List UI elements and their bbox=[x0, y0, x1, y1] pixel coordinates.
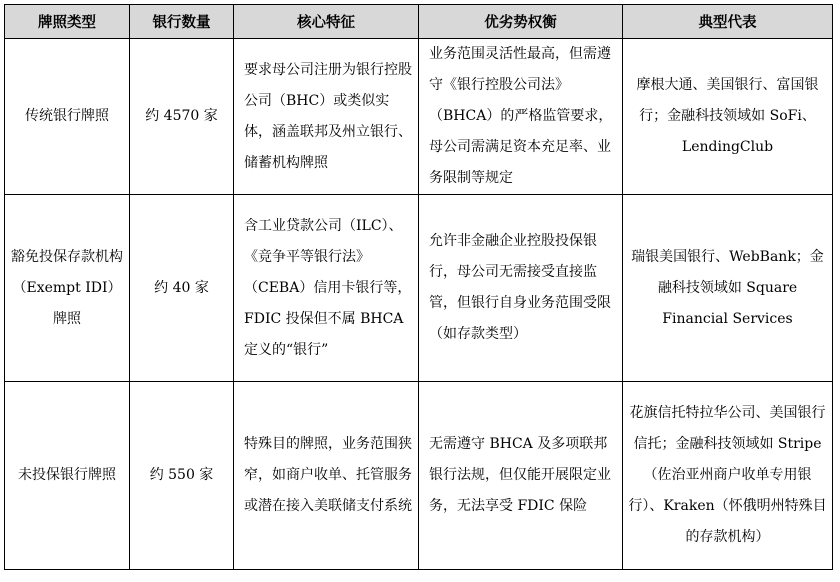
cell-examples: 摩根大通、美国银行、富国银行；金融科技领域如 SoFi、LendingClub bbox=[623, 39, 833, 195]
header-tradeoffs: 优劣势权衡 bbox=[419, 5, 623, 39]
cell-bank-count: 约 40 家 bbox=[130, 195, 234, 382]
table-row bbox=[5, 382, 833, 570]
table-row bbox=[5, 39, 833, 195]
cell-core-features: 含工业贷款公司（ILC）、《竞争平等银行法》（CEBA）信用卡银行等，FDIC 投保但不属 BHCA 定义的“银行” bbox=[234, 195, 419, 382]
cell-tradeoffs: 无需遵守 BHCA 及多项联邦银行法规，但仅能开展限定业务，无法享受 FDIC 保险 bbox=[419, 382, 623, 570]
header-row bbox=[5, 5, 833, 39]
license-comparison-table-wrapper bbox=[4, 4, 833, 570]
cell-core-features: 特殊目的牌照，业务范围狭窄，如商户收单、托管服务或潜在接入美联储支付系统 bbox=[234, 382, 419, 570]
cell-bank-count: 约 4570 家 bbox=[130, 39, 234, 195]
table-row bbox=[5, 195, 833, 382]
license-comparison-table bbox=[4, 4, 833, 570]
cell-examples: 花旗信托特拉华公司、美国银行信托；金融科技领域如 Stripe（佐治亚州商户收单专用银行）、Kraken（怀俄明州特殊目的存款机构） bbox=[623, 382, 833, 570]
header-core-features: 核心特征 bbox=[234, 5, 419, 39]
header-examples: 典型代表 bbox=[623, 5, 833, 39]
cell-examples: 瑞银美国银行、WebBank；金融科技领域如 Square Financial Services bbox=[623, 195, 833, 382]
cell-tradeoffs: 业务范围灵活性最高，但需遵守《银行控股公司法》（BHCA）的严格监管要求，母公司需满足资本充足率、业务限制等规定 bbox=[419, 39, 623, 195]
header-license-type: 牌照类型 bbox=[5, 5, 130, 39]
cell-bank-count: 约 550 家 bbox=[130, 382, 234, 570]
cell-license-type: 未投保银行牌照 bbox=[5, 382, 130, 570]
cell-license-type: 豁免投保存款机构（Exempt IDI）牌照 bbox=[5, 195, 130, 382]
cell-license-type: 传统银行牌照 bbox=[5, 39, 130, 195]
cell-tradeoffs: 允许非金融企业控股投保银行，母公司无需接受直接监管，但银行自身业务范围受限（如存款类型） bbox=[419, 195, 623, 382]
cell-core-features: 要求母公司注册为银行控股公司（BHC）或类似实体，涵盖联邦及州立银行、储蓄机构牌照 bbox=[234, 39, 419, 195]
header-bank-count: 银行数量 bbox=[130, 5, 234, 39]
